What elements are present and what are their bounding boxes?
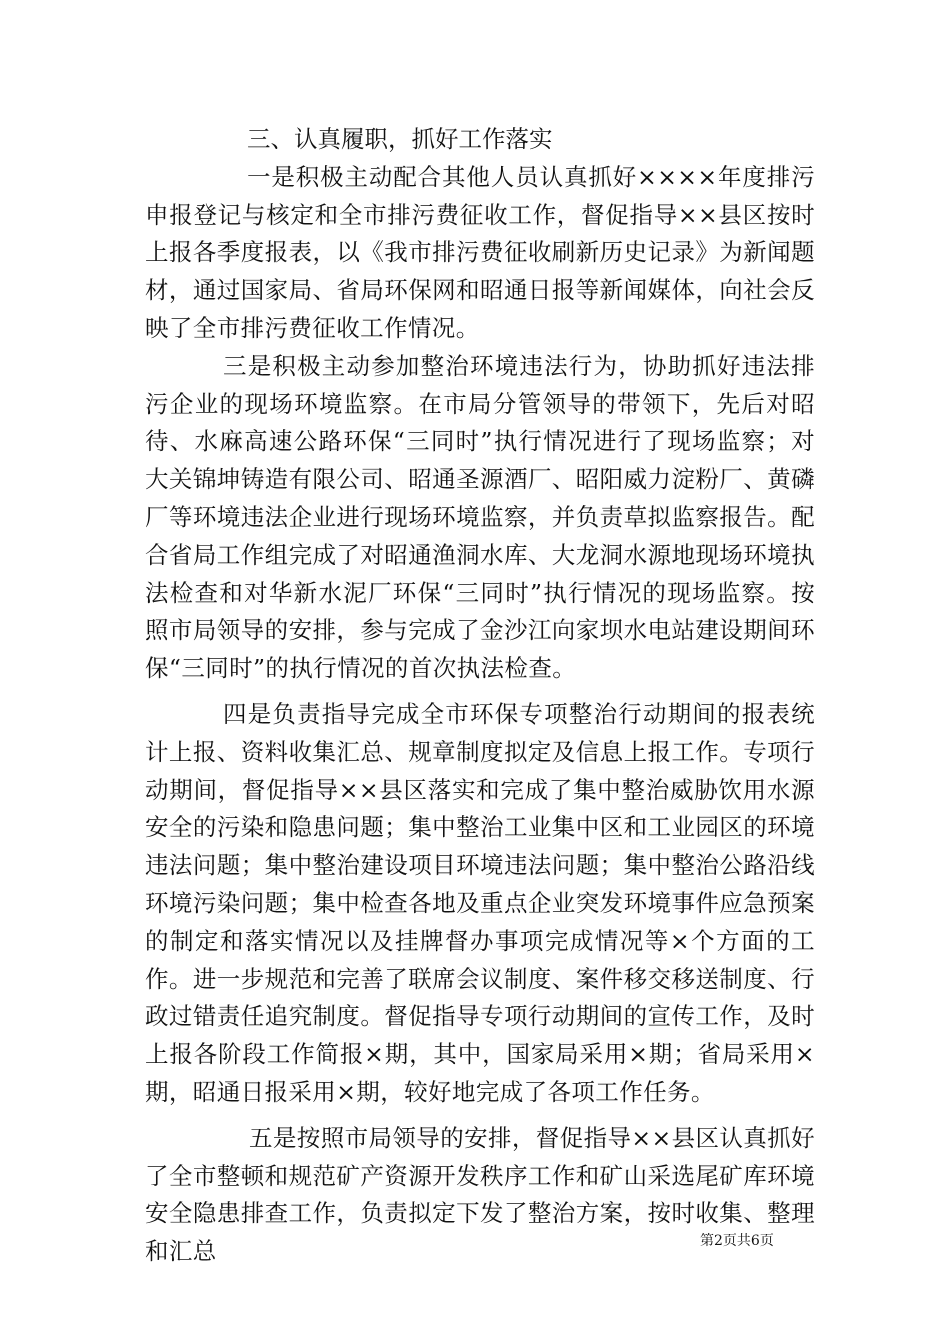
paragraph-4: 五是按照市局领导的安排，督促指导××县区认真抓好了全市整顿和规范矿产资源开发秩序工作和矿山采选尾矿库环境安全隐患排查工作，负责拟定下发了整治方案，按时收集、整理和汇总 [145,1123,815,1266]
paragraph-gap [145,688,815,696]
paragraph-gap [145,1112,815,1120]
document-body [145,121,815,1271]
paragraph-2: 三是积极主动参加整治环境违法行为，协助抓好违法排污企业的现场环境监察。在市局分管领导的带领下，先后对昭待、水麻高速公路环保“三同时”执行情况进行了现场监察；对大关锦坤铸造有限公司、昭通圣源酒厂、昭阳威力淀粉厂、黄磷厂等环境违法企业进行现场环境监察，并负责草拟监察报告。配合省局工作组完成了对昭通渔洞水库、大龙洞水源地现场环境执法检查和对华新水泥厂环保“三同时”执行情况的现场监察。按照市局领导的安排，参与完成了金沙江向家坝水电站建设期间环保“三同时”的执行情况的首次执法检查。 [145,351,815,683]
paragraph-1: 一是积极主动配合其他人员认真抓好××××年度排污申报登记与核定和全市排污费征收工作，督促指导××县区按时上报各季度报表，以《我市排污费征收刷新历史记录》为新闻题材，通过国家局、省局环保网和昭通日报等新闻媒体，向社会反映了全市排污费征收工作情况。 [145,162,815,342]
section-heading: 三、认真履职，抓好工作落实 [247,125,553,153]
paragraph-3: 四是负责指导完成全市环保专项整治行动期间的报表统计上报、资料收集汇总、规章制度拟定及信息上报工作。专项行动期间，督促指导××县区落实和完成了集中整治威胁饮用水源安全的污染和隐患问题；集中整治工业集中区和工业园区的环境违法问题；集中整治建设项目环境违法问题；集中整治公路沿线环境污染问题；集中检查各地及重点企业突发环境事件应急预案的制定和落实情况以及挂牌督办事项完成情况等×个方面的工作。进一步规范和完善了联席会议制度、案件移交移送制度、行政过错责任追究制度。督促指导专项行动期间的宣传工作，及时上报各阶段工作简报×期，其中，国家局采用×期；省局采用×期，昭通日报采用×期，较好地完成了各项工作任务。 [145,699,815,1106]
page-number-footer: 第2页共6页 [700,1233,774,1249]
